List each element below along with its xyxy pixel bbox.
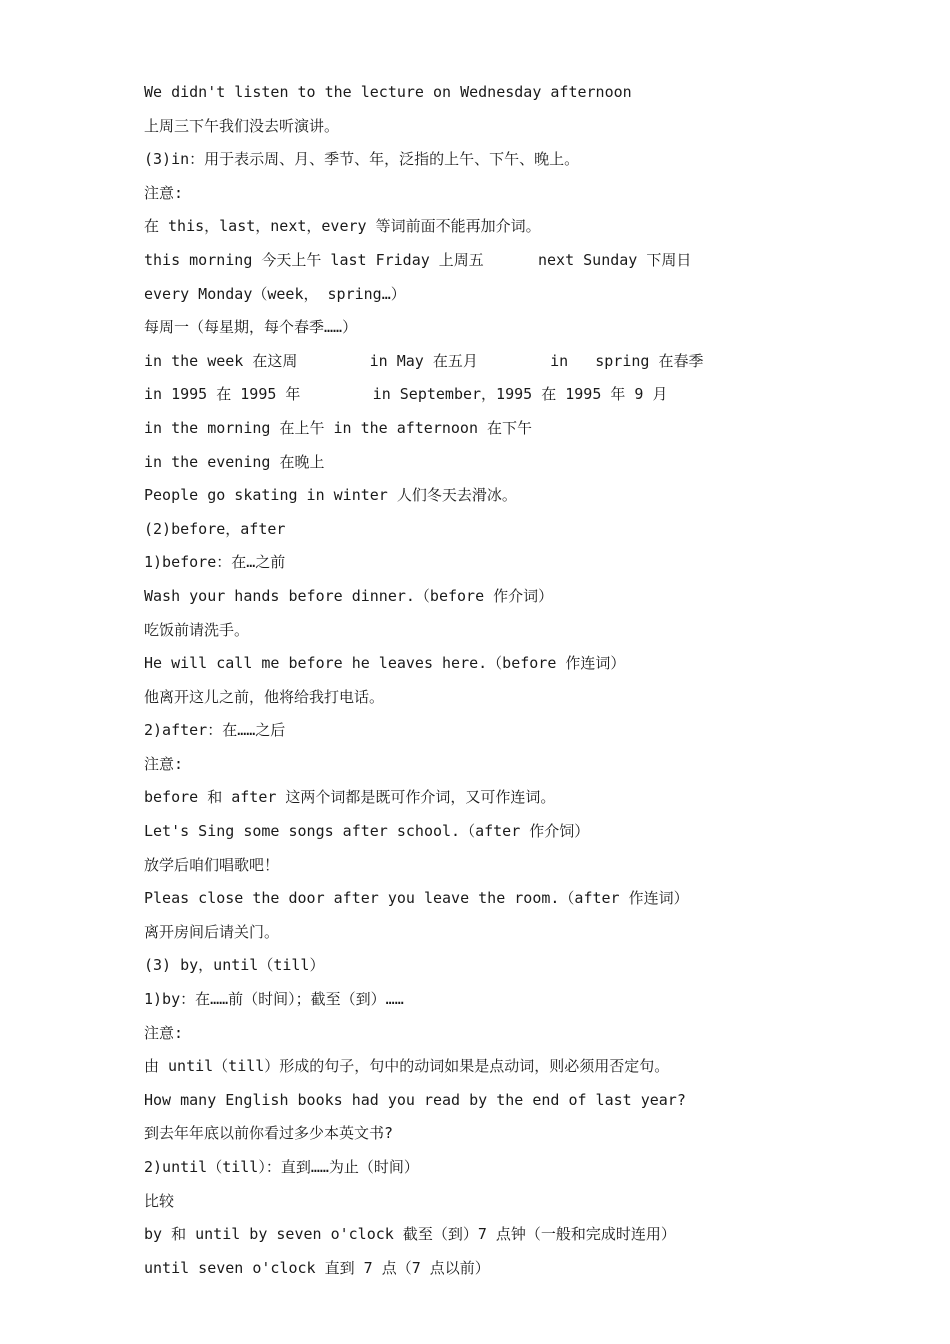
text-line: 1)by：在……前（时间）；截至（到）…… — [144, 990, 404, 1009]
text-line: in the morning 在上午 in the afternoon 在下午 — [144, 418, 533, 437]
text-line: He will call me before he leaves here.（before 作连词） — [144, 654, 626, 673]
text-line: 上周三下午我们没去听演讲。 — [144, 116, 340, 135]
text-line: 离开房间后请关门。 — [144, 922, 280, 941]
text-line: 注意: — [144, 183, 184, 202]
document-body — [144, 78, 864, 1287]
text-line: Pleas close the door after you leave the room.（after 作连词） — [144, 889, 689, 908]
text-line: 注意: — [144, 754, 184, 773]
text-line: 吃饭前请洗手。 — [144, 620, 250, 639]
text-line: every Monday（week， spring…） — [144, 284, 406, 303]
text-line: 1)before：在…之前 — [144, 553, 286, 572]
text-line: in the evening 在晚上 — [144, 452, 325, 471]
text-line: this morning 今天上午 last Friday 上周五 next Sunday 下周日 — [144, 250, 692, 269]
text-line: People go skating in winter 人们冬天去滑冰。 — [144, 486, 517, 505]
text-line: in the week 在这周 in May 在五月 in spring 在春季 — [144, 351, 704, 370]
text-line: How many English books had you read by the end of last year? — [144, 1090, 686, 1109]
text-line: 到去年年底以前你看过多少本英文书? — [144, 1124, 394, 1143]
text-line: (3)in：用于表示周、月、季节、年，泛指的上午、下午、晚上。 — [144, 150, 580, 169]
text-line: 他离开这儿之前，他将给我打电话。 — [144, 687, 385, 706]
text-line: in 1995 在 1995 年 in September，1995 在 1995 年 9 月 — [144, 385, 668, 404]
text-line: 放学后咱们唱歌吧！ — [144, 855, 280, 874]
text-line: Wash your hands before dinner.（before 作介词） — [144, 586, 554, 605]
text-line: (2)before，after — [144, 519, 286, 538]
text-line: 2)after：在……之后 — [144, 721, 286, 740]
text-line: until seven o'clock 直到 7 点（7 点以前） — [144, 1258, 490, 1277]
text-line: before 和 after 这两个词都是既可作介词，又可作连词。 — [144, 788, 556, 807]
text-line: by 和 until by seven o'clock 截至（到）7 点钟（一般和完成时连用） — [144, 1225, 676, 1244]
text-line: (3) by，until（till） — [144, 956, 325, 975]
text-line: 2)until（till）：直到……为止（时间） — [144, 1158, 419, 1176]
text-line: 在 this，last，next，every 等词前面不能再加介词。 — [144, 217, 541, 236]
text-line: Let's Sing some songs after school.（after 作介饲） — [144, 822, 590, 841]
text-line: 每周一（每星期，每个春季……） — [144, 318, 358, 337]
text-line: We didn't listen to the lecture on Wednesday afternoon — [144, 83, 632, 101]
text-line: 注意: — [144, 1023, 184, 1042]
text-line: 比较 — [144, 1191, 175, 1210]
text-line: 由 until（till）形成的句子，句中的动词如果是点动词，则必须用否定句。 — [144, 1057, 670, 1076]
